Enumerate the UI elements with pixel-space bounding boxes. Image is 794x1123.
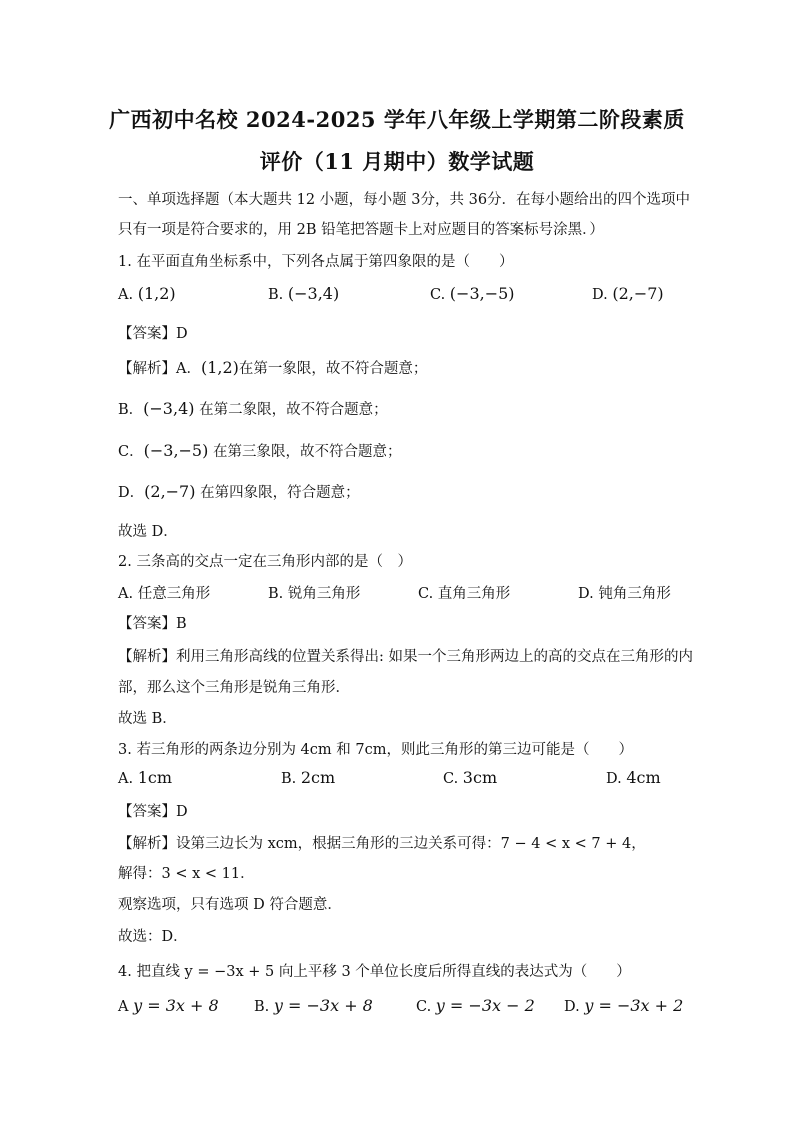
- q3-option-a: [118, 768, 172, 787]
- option-letter: A.: [118, 586, 134, 602]
- option-letter: C.: [443, 771, 459, 787]
- analysis-prefix: B．: [118, 402, 144, 418]
- analysis-math: (−3,−5): [143, 441, 209, 460]
- title-line-2: 评价（11 月期中）数学试题: [259, 149, 535, 174]
- q3-analysis-line-2: 解得：3 < x < 11．: [118, 866, 255, 882]
- option-letter: B.: [268, 586, 284, 602]
- q2-option-b: [268, 582, 360, 603]
- option-value: y = 3x + 8: [133, 996, 219, 1015]
- q4-option-d: [564, 996, 683, 1015]
- option-value: (1,2): [137, 284, 176, 303]
- option-value: 钝角三角形: [598, 586, 671, 602]
- option-value: y = −3x + 8: [273, 996, 373, 1015]
- option-letter: B.: [254, 999, 270, 1015]
- section-heading-line-1: 一、单项选择题（本大题共 12 小题，每小题 3分，共 36分．在每小题给出的四个选项中: [118, 192, 691, 208]
- q2-stem: 2. 三条高的交点一定在三角形内部的是（ ）: [118, 554, 412, 570]
- q2-option-d: [578, 582, 671, 603]
- q4-option-a: [118, 996, 219, 1015]
- option-value: 锐角三角形: [287, 586, 361, 602]
- analysis-math: (1,2): [200, 358, 239, 377]
- q2-conclusion: 故选 B．: [118, 711, 177, 727]
- q1-option-d: [592, 284, 664, 303]
- option-value: 3cm: [462, 768, 498, 787]
- q1-option-c: [430, 284, 515, 303]
- option-value: 4cm: [626, 768, 661, 787]
- option-letter: D.: [592, 287, 608, 303]
- q1-stem: 1. 在平面直角坐标系中，下列各点属于第四象限的是（ ）: [118, 254, 514, 270]
- q1-conclusion: 故选 D．: [118, 524, 178, 540]
- option-letter: D.: [564, 999, 580, 1015]
- option-value: 直角三角形: [437, 586, 511, 602]
- q2-analysis-line-1: 【解析】利用三角形高线的位置关系得出: 如果一个三角形两边上的高的交点在三角形的内: [118, 649, 693, 665]
- option-letter: A: [118, 999, 129, 1015]
- analysis-prefix: D．: [118, 485, 145, 501]
- option-letter: D.: [578, 586, 594, 602]
- q1-option-b: [268, 284, 339, 303]
- q1-analysis-line-1: [118, 357, 427, 378]
- option-value: y = −3x − 2: [435, 996, 535, 1015]
- analysis-text: 在第二象限，故不符合题意；: [194, 402, 388, 418]
- q1-analysis-line-3: [118, 440, 401, 461]
- analysis-math: (2,−7): [144, 482, 196, 501]
- option-letter: D.: [606, 771, 622, 787]
- q3-conclusion: 故选：D．: [118, 929, 188, 945]
- q4-option-b: [254, 996, 373, 1015]
- q3-stem: 3. 若三角形的两条边分别为 4cm 和 7cm，则此三角形的第三边可能是（ ）: [118, 742, 633, 758]
- title-line-1: 广西初中名校 2024-2025 学年八年级上学期第二阶段素质: [109, 107, 685, 132]
- section-heading-line-2: 只有一项是符合要求的，用 2B 铅笔把答题卡上对应题目的答案标号涂黑．）: [118, 222, 604, 238]
- analysis-text: 在第三象限，故不符合题意；: [208, 444, 402, 460]
- option-letter: C.: [418, 586, 434, 602]
- option-letter: B.: [268, 287, 284, 303]
- option-letter: B.: [281, 771, 297, 787]
- q1-answer: 【答案】D: [118, 326, 188, 342]
- option-letter: A.: [118, 771, 134, 787]
- q4-stem: 4. 把直线 y = −3x + 5 向上平移 3 个单位长度后所得直线的表达式为（ ）: [118, 964, 631, 980]
- option-value: (−3,−5): [449, 284, 515, 303]
- q1-analysis-line-4: [118, 481, 360, 502]
- option-letter: C.: [416, 999, 432, 1015]
- q3-option-c: [443, 768, 497, 787]
- q3-analysis-line-3: 观察选项，只有选项 D 符合题意．: [118, 897, 342, 913]
- option-value: 2cm: [300, 768, 336, 787]
- option-value: 1cm: [137, 768, 173, 787]
- analysis-prefix: 【解析】A．: [118, 361, 201, 377]
- q2-answer: 【答案】B: [118, 616, 187, 632]
- q2-analysis-line-2: 部，那么这个三角形是锐角三角形．: [118, 680, 350, 696]
- q3-option-b: [281, 768, 335, 787]
- option-value: (−3,4): [287, 284, 340, 303]
- option-letter: C.: [430, 287, 446, 303]
- option-value: y = −3x + 2: [584, 996, 684, 1015]
- q1-analysis-line-2: [118, 398, 388, 419]
- q3-analysis-line-1: 【解析】设第三边长为 xcm，根据三角形的三边关系可得：7 − 4 < x < 7 + 4，: [118, 836, 646, 852]
- q4-option-c: [416, 996, 535, 1015]
- analysis-text: 在第一象限，故不符合题意；: [238, 361, 428, 377]
- analysis-prefix: C．: [118, 444, 144, 460]
- q2-option-c: [418, 582, 510, 603]
- analysis-text: 在第四象限，符合题意；: [195, 485, 360, 501]
- q3-option-d: [606, 768, 661, 787]
- q2-option-a: [118, 582, 210, 603]
- q1-option-a: [118, 284, 176, 303]
- q3-answer: 【答案】D: [118, 804, 188, 820]
- analysis-math: (−3,4): [143, 399, 195, 418]
- option-letter: A.: [118, 287, 134, 303]
- option-value: 任意三角形: [137, 586, 211, 602]
- option-value: (2,−7): [612, 284, 664, 303]
